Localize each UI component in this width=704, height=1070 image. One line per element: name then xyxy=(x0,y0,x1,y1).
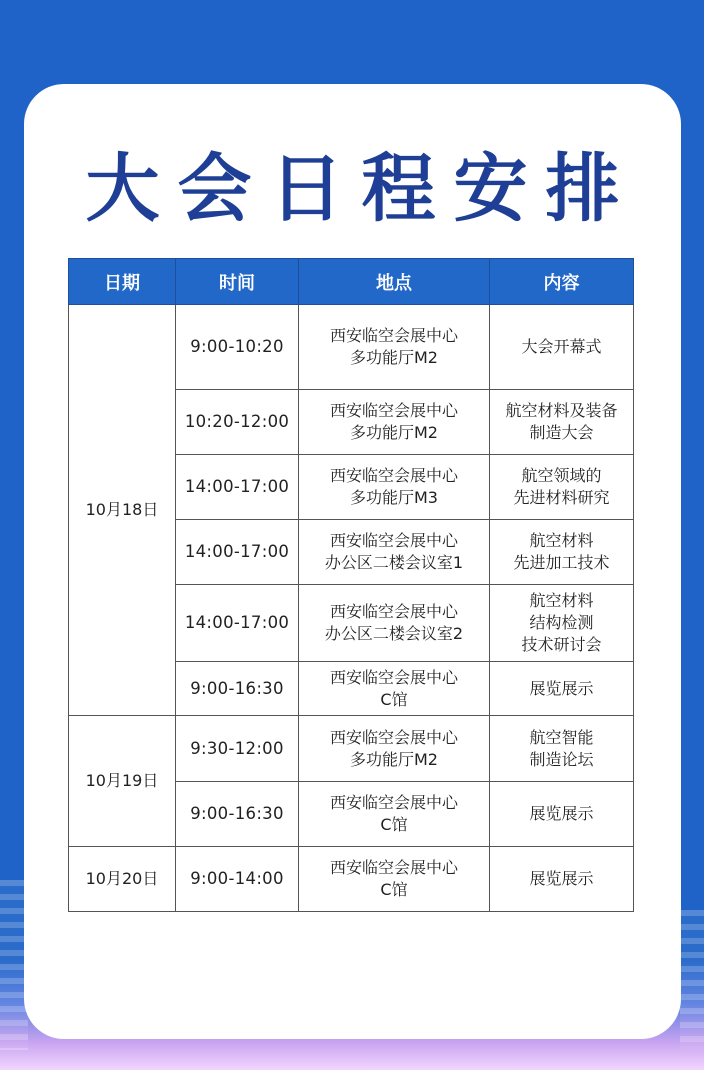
location-cell: 西安临空会展中心 C馆 xyxy=(299,782,490,847)
pagoda-silhouette-right xyxy=(680,910,704,1050)
location-cell: 西安临空会展中心 多功能厅M3 xyxy=(299,455,490,520)
content-cell: 展览展示 xyxy=(490,847,634,912)
location-cell: 西安临空会展中心 多功能厅M2 xyxy=(299,305,490,390)
table-row xyxy=(69,847,634,912)
table-row xyxy=(69,305,634,390)
location-cell: 西安临空会展中心 多功能厅M2 xyxy=(299,716,490,782)
content-cell: 航空材料 先进加工技术 xyxy=(490,520,634,585)
header-content: 内容 xyxy=(490,259,634,305)
time-cell: 10:20-12:00 xyxy=(176,390,299,455)
location-cell: 西安临空会展中心 C馆 xyxy=(299,662,490,716)
content-cell: 展览展示 xyxy=(490,662,634,716)
time-cell: 9:00-16:30 xyxy=(176,782,299,847)
location-cell: 西安临空会展中心 办公区二楼会议室1 xyxy=(299,520,490,585)
location-cell: 西安临空会展中心 办公区二楼会议室2 xyxy=(299,585,490,662)
time-cell: 14:00-17:00 xyxy=(176,520,299,585)
location-cell: 西安临空会展中心 多功能厅M2 xyxy=(299,390,490,455)
header-time: 时间 xyxy=(176,259,299,305)
date-cell: 10月19日 xyxy=(69,716,176,847)
date-cell: 10月20日 xyxy=(69,847,176,912)
time-cell: 14:00-17:00 xyxy=(176,585,299,662)
location-cell: 西安临空会展中心 C馆 xyxy=(299,847,490,912)
content-cell: 航空材料 结构检测 技术研讨会 xyxy=(490,585,634,662)
time-cell: 9:00-10:20 xyxy=(176,305,299,390)
date-cell: 10月18日 xyxy=(69,305,176,716)
table-header-row xyxy=(69,259,634,305)
page-title: 大会日程安排 xyxy=(85,146,638,232)
content-cell: 展览展示 xyxy=(490,782,634,847)
content-cell: 航空智能 制造论坛 xyxy=(490,716,634,782)
table-row xyxy=(69,716,634,782)
header-location: 地点 xyxy=(299,259,490,305)
time-cell: 9:30-12:00 xyxy=(176,716,299,782)
header-date: 日期 xyxy=(69,259,176,305)
time-cell: 9:00-14:00 xyxy=(176,847,299,912)
schedule-table xyxy=(68,258,634,912)
time-cell: 14:00-17:00 xyxy=(176,455,299,520)
schedule-card xyxy=(24,84,681,1039)
content-cell: 航空材料及装备 制造大会 xyxy=(490,390,634,455)
content-cell: 航空领域的 先进材料研究 xyxy=(490,455,634,520)
time-cell: 9:00-16:30 xyxy=(176,662,299,716)
content-cell: 大会开幕式 xyxy=(490,305,634,390)
